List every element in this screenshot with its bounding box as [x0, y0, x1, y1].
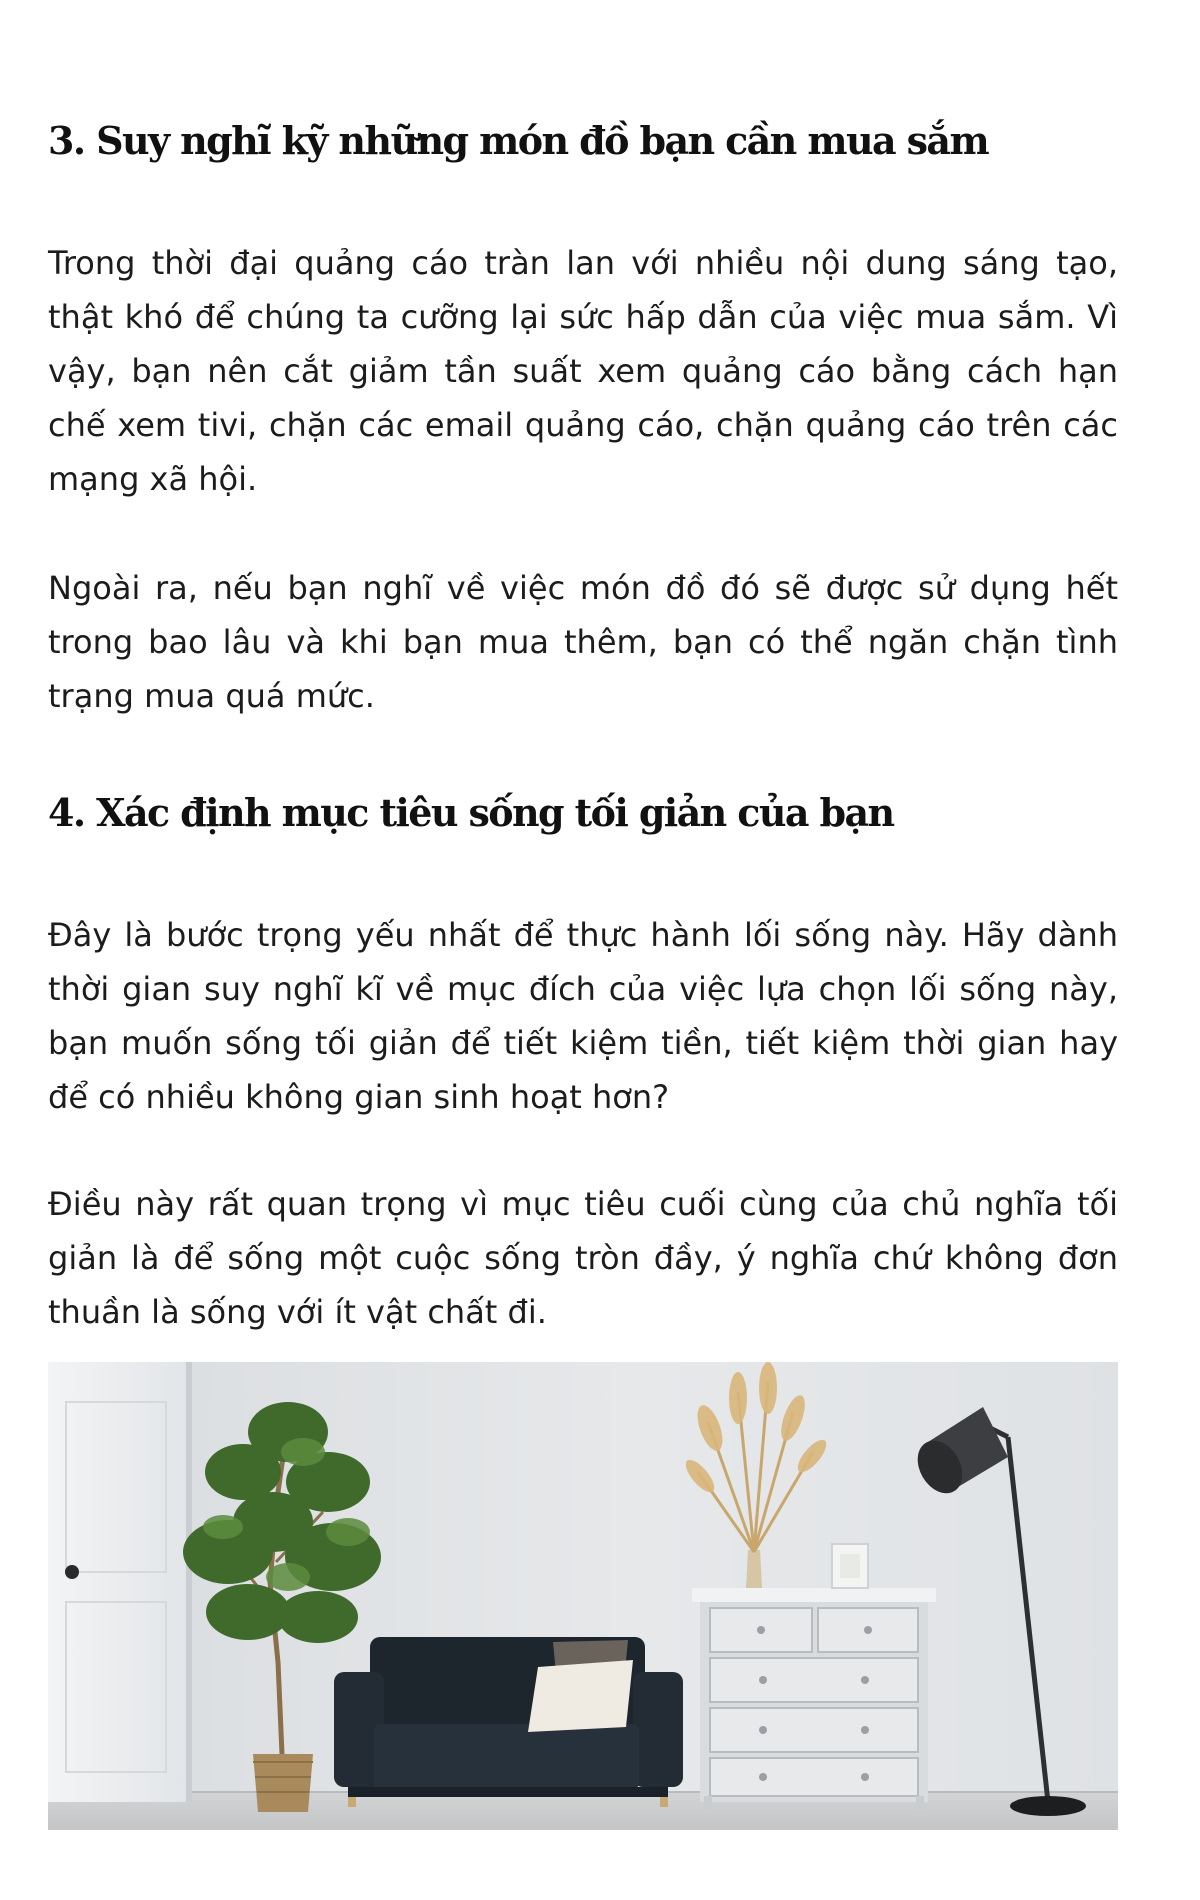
paragraph: Trong thời đại quảng cáo tràn lan với nhiều nội dung sáng tạo, thật khó để chúng ta cưỡng lại sức hấp dẫn của việc mua sắm. Vì vậy, bạn nên cắt giảm tần suất xem quảng cáo bằng cách hạn chế xem tivi, chặn các email quảng cáo, chặn quảng cáo trên các mạng xã hội. — [48, 244, 1118, 498]
dresser — [692, 1588, 936, 1810]
paragraph: Điều này rất quan trọng vì mục tiêu cuối cùng của chủ nghĩa tối giản là để sống một cuộc sống tròn đầy, ý nghĩa chứ không đơn thuần là sống với ít vật chất đi. — [48, 1185, 1118, 1331]
paragraph: Ngoài ra, nếu bạn nghĩ về việc món đồ đó sẽ được sử dụng hết trong bao lâu và khi bạn mua thêm, bạn có thể ngăn chặn tình trạng mua quá mức. — [48, 569, 1118, 715]
paragraph: Đây là bước trọng yếu nhất để thực hành lối sống này. Hãy dành thời gian suy nghĩ kĩ về mục đích của việc lựa chọn lối sống này, bạn muốn sống tối giản để tiết kiệm tiền, tiết kiệm thời gian hay để có nhiều không gian sinh hoạt hơn? — [48, 916, 1118, 1116]
sofa — [334, 1637, 683, 1807]
minimalist-room-photo — [48, 1362, 1118, 1830]
section-heading-4: 4. Xác định mục tiêu sống tối giản của bạn — [48, 790, 894, 835]
section-heading-3: 3. Suy nghĩ kỹ những món đồ bạn cần mua sắm — [48, 118, 989, 163]
door — [48, 1362, 192, 1802]
